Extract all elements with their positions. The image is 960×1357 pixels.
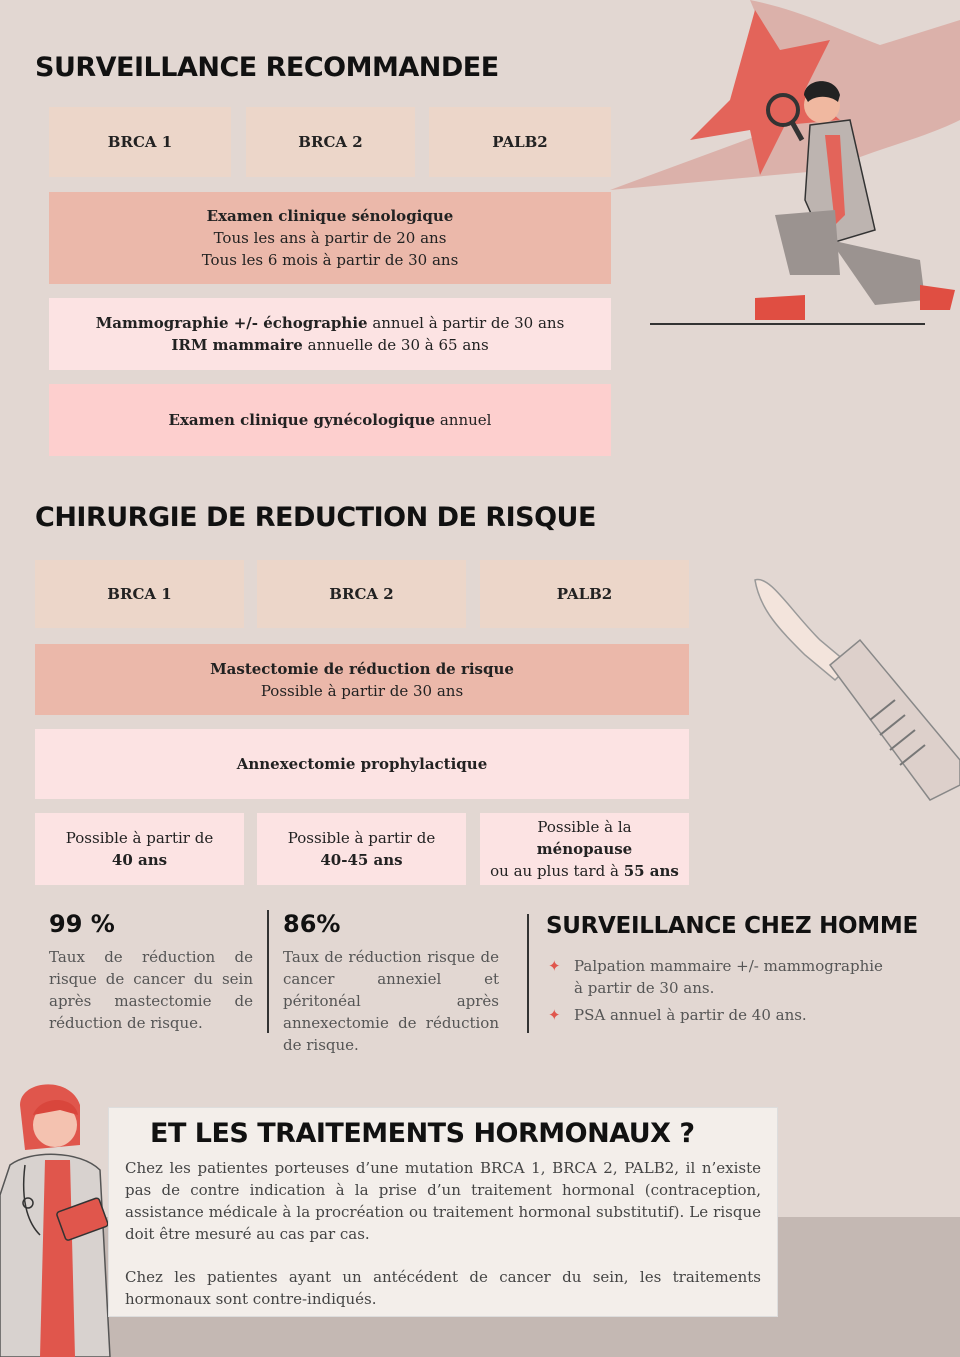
irm-detail: annuelle de 30 à 65 ans bbox=[302, 336, 489, 354]
homme-item-1: Palpation mammaire +/- mammographie à partir de 30 ans. bbox=[574, 957, 883, 997]
chir-gene-brca1: BRCA 1 bbox=[35, 560, 244, 628]
doctor-magnifier-illustration bbox=[600, 0, 960, 340]
age-palb2 bbox=[480, 813, 689, 885]
female-doctor-illustration bbox=[0, 1075, 120, 1357]
mastectomie-box bbox=[35, 644, 689, 715]
homme-title: SURVEILLANCE CHEZ HOMME bbox=[546, 913, 918, 939]
clinical-exam-line1: Tous les ans à partir de 20 ans bbox=[213, 229, 447, 247]
mastectomie-title: Mastectomie de réduction de risque bbox=[210, 659, 514, 678]
stat-breast-value: 99 % bbox=[49, 910, 115, 938]
imaging-box bbox=[49, 298, 611, 370]
irm-label: IRM mammaire bbox=[171, 336, 303, 354]
age-brca1-line1: Possible à partir de bbox=[65, 829, 214, 847]
hormones-title: ET LES TRAITEMENTS HORMONAUX ? bbox=[150, 1118, 695, 1149]
chir-gene-brca2: BRCA 2 bbox=[257, 560, 466, 628]
age-brca1-line2: 40 ans bbox=[111, 851, 168, 869]
gyneco-box bbox=[49, 384, 611, 456]
clinical-exam-title: Examen clinique sénologique bbox=[206, 207, 454, 225]
surveillance-title: SURVEILLANCE RECOMMANDEE bbox=[35, 52, 499, 83]
annexectomie-box bbox=[35, 729, 689, 799]
homme-item-2: PSA annuel à partir de 40 ans. bbox=[574, 1006, 807, 1024]
age-brca1 bbox=[35, 813, 244, 885]
age-palb2-menopause: ménopause bbox=[536, 840, 633, 858]
clinical-exam-line2: Tous les 6 mois à partir de 30 ans bbox=[201, 251, 459, 269]
hormones-paragraph-2: Chez les patientes ayant un antécédent de cancer du sein, les traitements hormonaux sont contre-indiqués. bbox=[125, 1268, 761, 1308]
gyneco-label: Examen clinique gynécologique bbox=[168, 411, 436, 429]
mastectomie-sub: Possible à partir de 30 ans bbox=[260, 681, 464, 700]
stat-annex-value: 86% bbox=[283, 910, 341, 938]
age-brca2-line1: Possible à partir de bbox=[287, 829, 436, 847]
stat-breast-text: Taux de réduction de risque de cancer du sein après mastectomie de réduction de risque. bbox=[49, 948, 253, 1032]
age-palb2-age: 55 ans bbox=[623, 862, 679, 880]
age-brca2-line2: 40-45 ans bbox=[320, 851, 403, 869]
annexectomie-title: Annexectomie prophylactique bbox=[236, 755, 488, 773]
stat-annex-text: Taux de réduction risque de cancer annexiel et péritonéal après annexectomie de réduction de risque. bbox=[283, 948, 499, 1054]
chirurgie-title: CHIRURGIE DE REDUCTION DE RISQUE bbox=[35, 502, 596, 533]
surv-gene-palb2: PALB2 bbox=[429, 107, 611, 177]
scalpel-illustration bbox=[750, 570, 960, 830]
surv-gene-brca1: BRCA 1 bbox=[49, 107, 231, 177]
age-brca2 bbox=[257, 813, 466, 885]
hormones-paragraph-1: Chez les patientes porteuses d’une mutation BRCA 1, BRCA 2, PALB2, il n’existe pas de contre indication à la prise d’un traitement hormonal (contraception, assistance médicale à la procréation ou traitement hormonal substitutif). Le risque doit être mesuré au cas par cas. bbox=[125, 1159, 761, 1243]
chir-gene-palb2: PALB2 bbox=[480, 560, 689, 628]
age-palb2-mid: ou au plus tard à bbox=[490, 862, 624, 880]
sparkle-icon: ✦ bbox=[548, 1006, 561, 1024]
mammo-label: Mammographie +/- échographie bbox=[95, 314, 368, 332]
stat-divider-2 bbox=[527, 914, 529, 1033]
sparkle-icon: ✦ bbox=[548, 957, 561, 975]
surv-gene-brca2: BRCA 2 bbox=[246, 107, 415, 177]
stat-divider-1 bbox=[267, 910, 269, 1033]
mammo-detail: annuel à partir de 30 ans bbox=[367, 314, 565, 332]
gyneco-detail: annuel bbox=[435, 411, 492, 429]
age-palb2-pre: Possible à la bbox=[537, 818, 632, 836]
clinical-exam-box bbox=[49, 192, 611, 284]
